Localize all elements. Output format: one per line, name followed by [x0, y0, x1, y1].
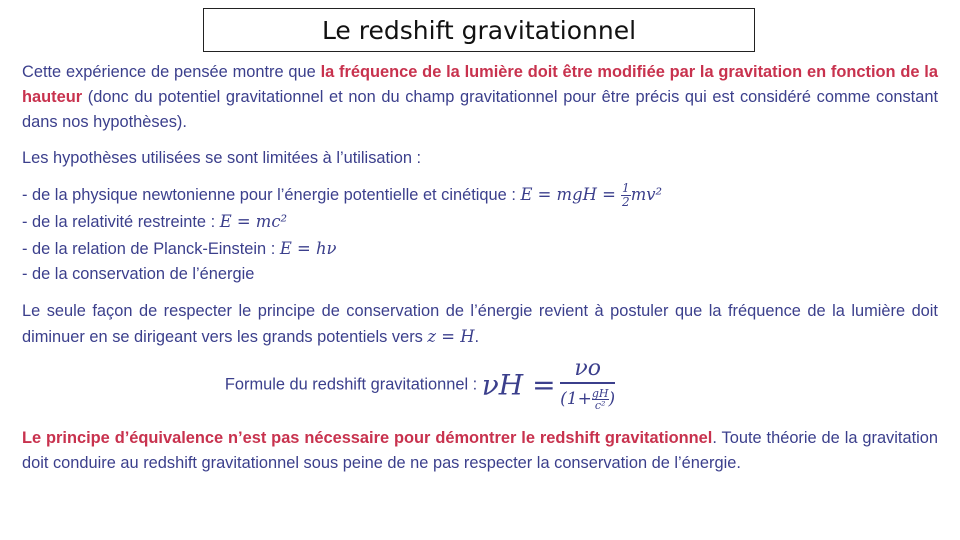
formula-fraction: [560, 356, 615, 414]
kinetic-term: mv²: [630, 185, 663, 204]
slide-content: [22, 60, 938, 476]
gh-fraction: [592, 388, 609, 411]
planck-equation: E = hν: [279, 238, 337, 258]
bullet-planck-text: - de la relation de Planck-Einstein :: [22, 239, 280, 258]
formula-numerator: νo: [560, 356, 615, 384]
conservation-end: .: [474, 327, 480, 346]
list-item: [22, 182, 938, 209]
equivalence-paragraph: [22, 426, 938, 476]
conservation-paragraph: [22, 299, 938, 350]
hypotheses-list: [22, 182, 938, 288]
equivalence-rest: . Toute théorie de la gravitation doit conduire au redshift gravitationnel sous peine de ne pas respecter la conservation de l’énergie.: [22, 428, 938, 472]
equivalence-highlight: Le principe d’équivalence n’est pas nécessaire pour démontrer le redshift gravitationnel: [22, 428, 713, 447]
intro-text: Cette expérience de pensée montre que: [22, 63, 321, 81]
intro-rest: (donc du potentiel gravitationnel et non du champ gravitationnel pour être précis qui est considéré comme constant dans nos hypothèses).: [22, 88, 938, 131]
bullet-relativity-text: - de la relativité restreinte :: [22, 213, 220, 232]
conservation-text: Le seule façon de respecter le principe de conservation de l’énergie revient à postuler que la fréquence de la lumière doit diminuer en se dirigeant vers les grands potentiels vers: [22, 301, 938, 346]
formula-label: Formule du redshift gravitationnel :: [224, 375, 482, 393]
list-item: [22, 236, 938, 263]
redshift-formula: [22, 356, 938, 414]
height-equation: z = H: [427, 326, 475, 346]
list-item: [22, 209, 938, 236]
half-fraction: [621, 182, 631, 209]
list-item: [22, 262, 938, 288]
slide-title: Le redshift gravitationnel: [203, 8, 755, 52]
hypotheses-intro: Les hypothèses utilisées se sont limitées à l’utilisation :: [22, 149, 422, 167]
bullet-energy-text: - de la conservation de l’énergie: [22, 265, 255, 284]
gh-numerator: gH: [591, 386, 609, 400]
intro-paragraph: [22, 60, 938, 135]
fraction-denominator: 2: [622, 195, 630, 210]
formula-denominator: [560, 384, 615, 414]
relativity-equation: E = mc²: [219, 212, 288, 232]
formula-lhs: νH =: [481, 368, 556, 402]
bullet-newton-text: - de la physique newtonienne pour l’énergie potentielle et cinétique :: [22, 186, 521, 204]
den-close: ): [608, 388, 616, 409]
intro-highlight: la fréquence de la lumière doit être modifiée par la gravitation en fonction de la hauteur: [22, 63, 938, 106]
fraction-numerator: 1: [622, 181, 630, 196]
den-open: (1+: [560, 388, 592, 409]
newton-equation: E = mgH =: [520, 185, 622, 204]
gh-denominator: c²: [594, 398, 606, 412]
